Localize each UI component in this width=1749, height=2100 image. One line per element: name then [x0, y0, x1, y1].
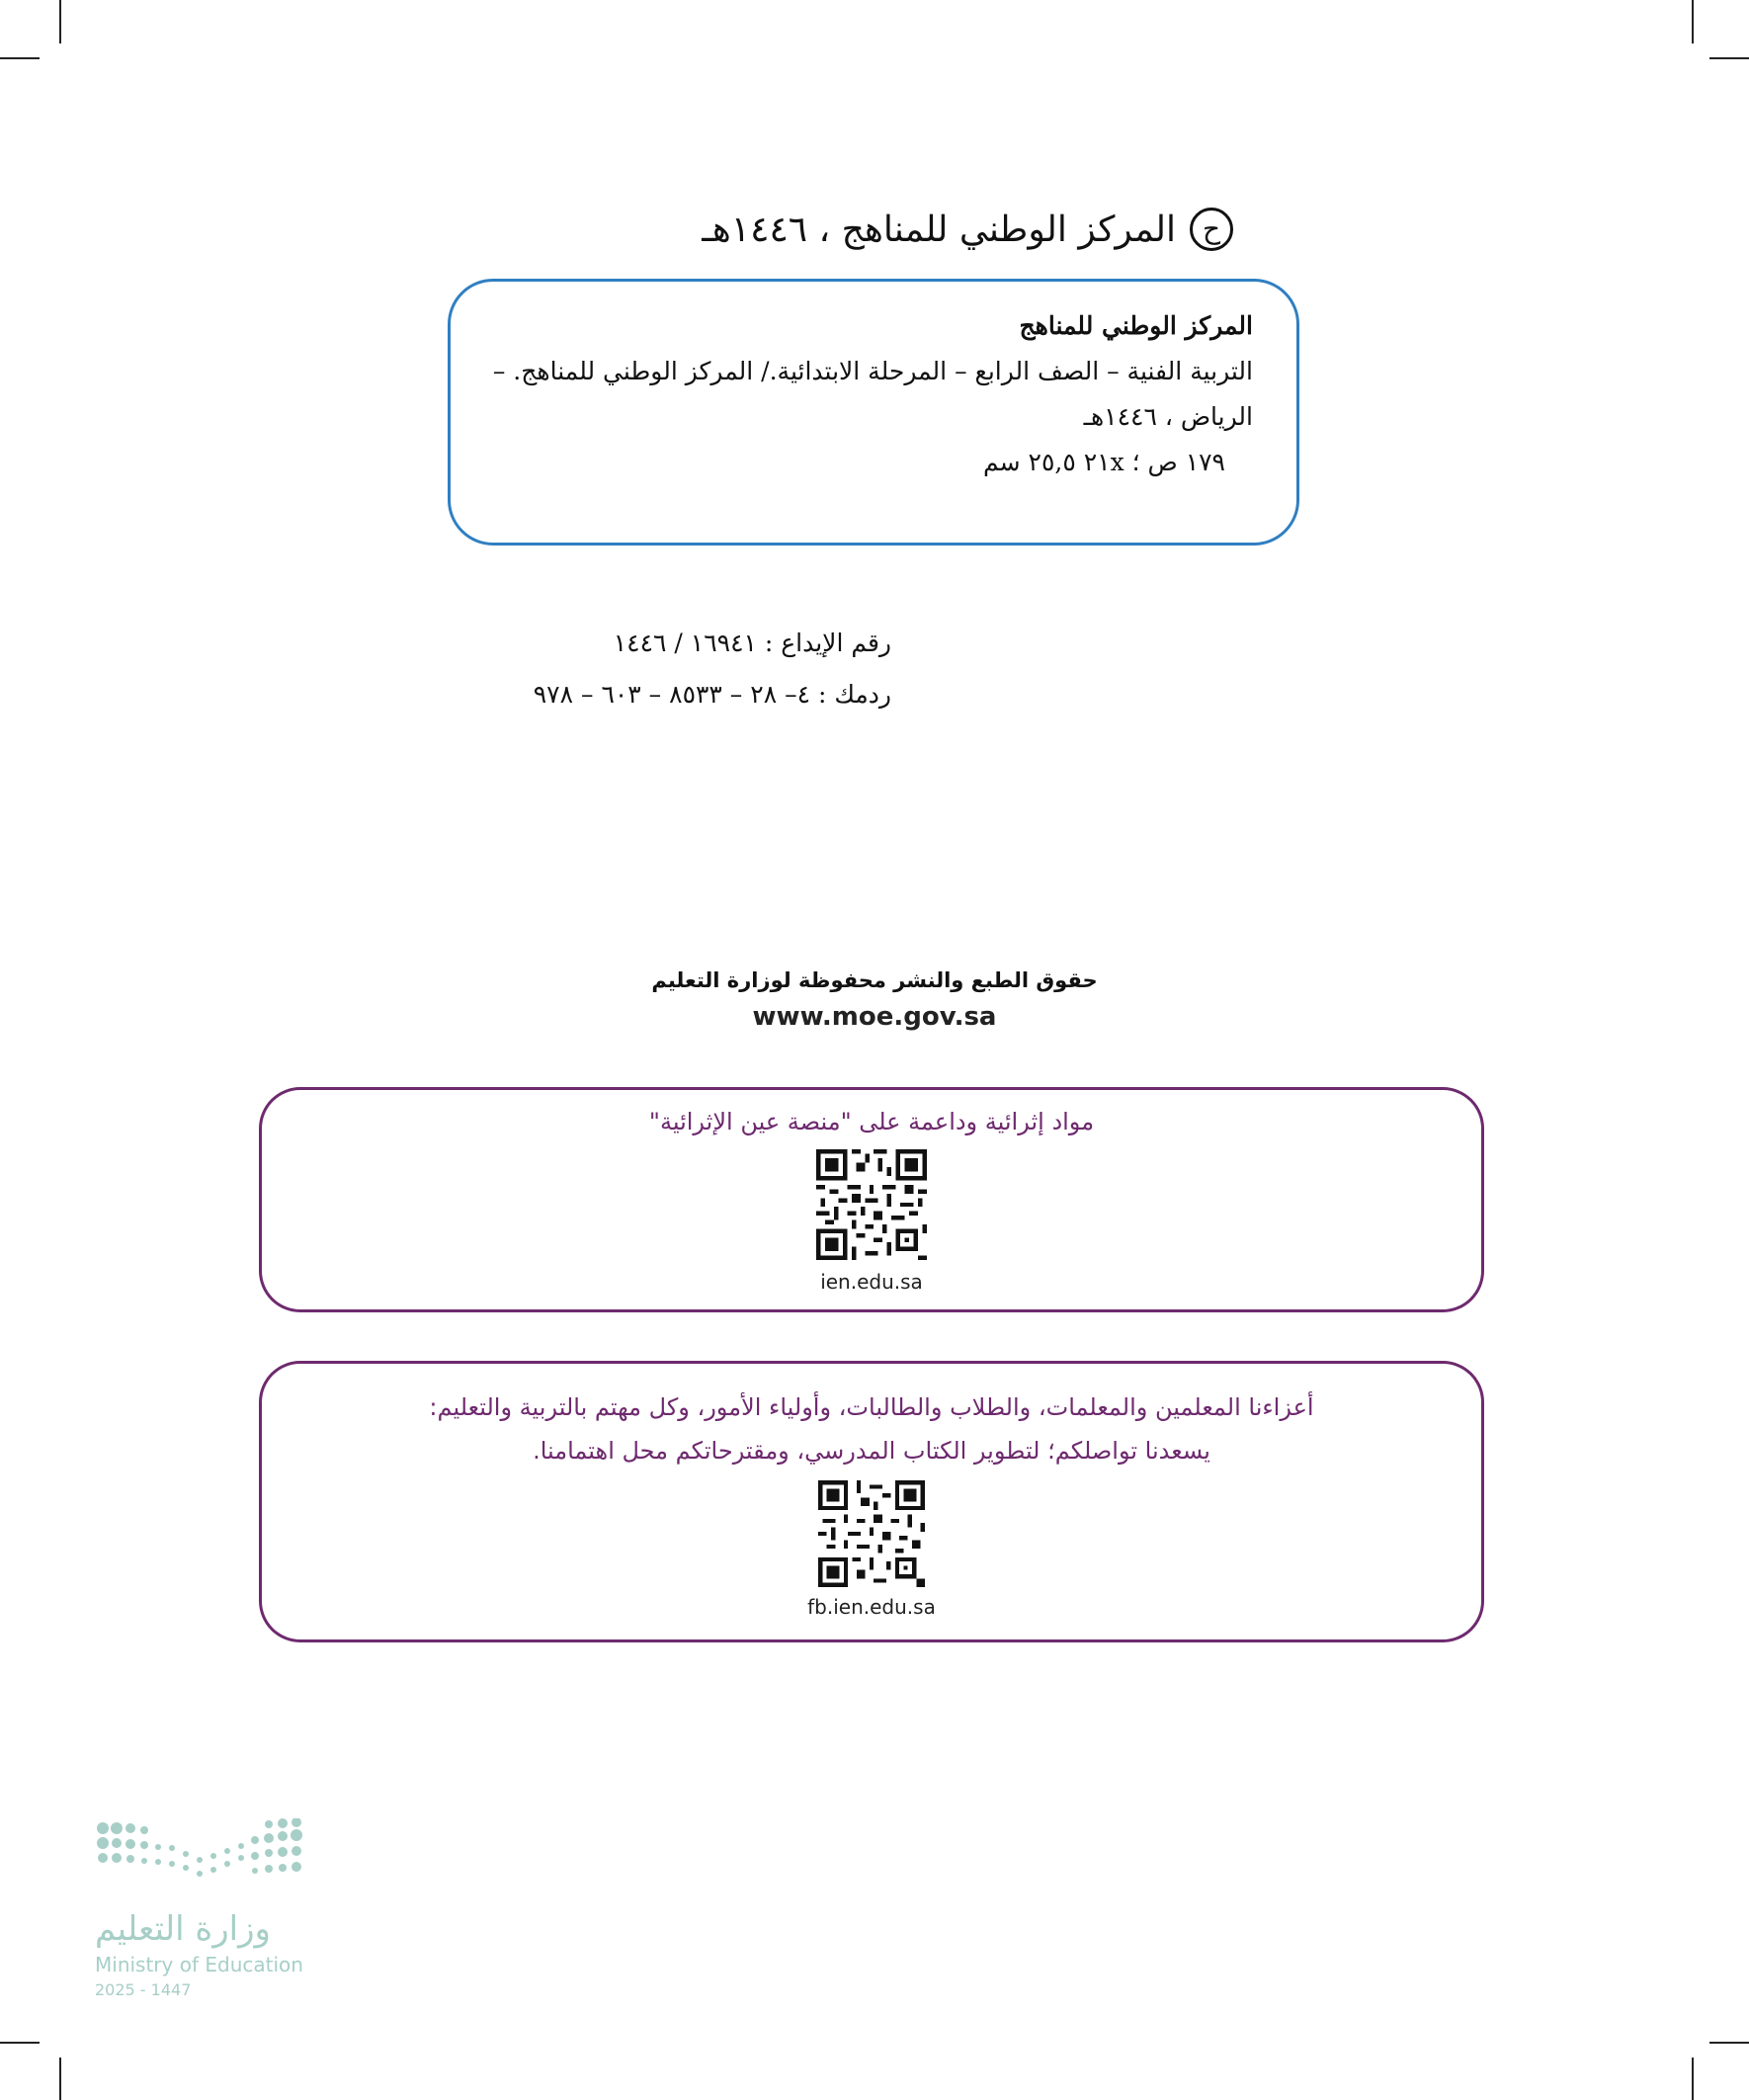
enrichment-text: مواد إثرائية وداعمة على "منصة عين الإثرائية" — [648, 1108, 1095, 1135]
cataloging-box — [448, 279, 1299, 546]
crop-mark-top-right-h — [1709, 57, 1749, 59]
rights-text: حقوق الطبع والنشر محفوظة لوزارة التعليم — [651, 968, 1098, 992]
crop-mark-bottom-left-v — [59, 2058, 61, 2100]
crop-mark-top-right-v — [1692, 0, 1694, 43]
crop-mark-bottom-right-h — [1709, 2042, 1749, 2044]
rights-block — [0, 964, 1749, 1037]
copyright-text: المركز الوطني للمناهج ، ١٤٤٦هـ — [702, 209, 1176, 250]
ministry-name-english: Ministry of Education — [95, 1953, 303, 1976]
feedback-line-2: يسعدنا تواصلكم؛ لتطوير الكتاب المدرسي، ومقترحاتكم محل اهتمامنا. — [533, 1437, 1210, 1465]
ministry-name-arabic: وزارة التعليم — [95, 1909, 271, 1949]
cataloging-line-2: الرياض ، ١٤٤٦هـ — [1083, 402, 1253, 431]
ministry-year: 2025 - 1447 — [95, 1980, 192, 1999]
ministry-logo — [95, 1818, 322, 1999]
feedback-panel — [259, 1361, 1484, 1642]
copyright-symbol-icon: ح — [1190, 208, 1233, 251]
cataloging-line-3: ١٧٩ ص ؛ ٢١x ٢٥,٥ سم — [982, 448, 1225, 476]
cataloging-line-1: التربية الفنية – الصف الرابع – المرحلة الابتدائية./ المركز الوطني للمناهج. – — [492, 357, 1253, 385]
moe-website-link[interactable]: www.moe.gov.sa — [752, 1002, 997, 1032]
qr-code-icon[interactable] — [816, 1149, 927, 1260]
qr-code-icon[interactable] — [818, 1480, 925, 1587]
copyright-line — [702, 208, 1233, 251]
ministry-dots-logo-icon — [95, 1818, 312, 1897]
enrichment-panel — [259, 1087, 1484, 1312]
cataloging-title: المركز الوطني للمناهج — [1019, 311, 1253, 340]
feedback-url-link[interactable]: fb.ien.edu.sa — [807, 1595, 936, 1619]
deposit-number: رقم الإيداع : ١٦٩٤١ / ١٤٤٦ — [613, 629, 891, 657]
crop-mark-bottom-left-h — [0, 2042, 40, 2044]
legal-info — [534, 618, 891, 720]
isbn-number: ردمك : ٤– ٢٨ – ٨٥٣٣ – ٦٠٣ – ٩٧٨ — [533, 680, 891, 709]
feedback-line-1: أعزاءنا المعلمين والمعلمات، والطلاب والطالبات، وأولياء الأمور، وكل مهتم بالتربية والتعليم: — [429, 1393, 1314, 1421]
ien-url-link[interactable]: ien.edu.sa — [820, 1270, 923, 1294]
crop-mark-bottom-right-v — [1692, 2058, 1694, 2100]
crop-mark-top-left-h — [0, 57, 40, 59]
crop-mark-top-left-v — [59, 0, 61, 43]
